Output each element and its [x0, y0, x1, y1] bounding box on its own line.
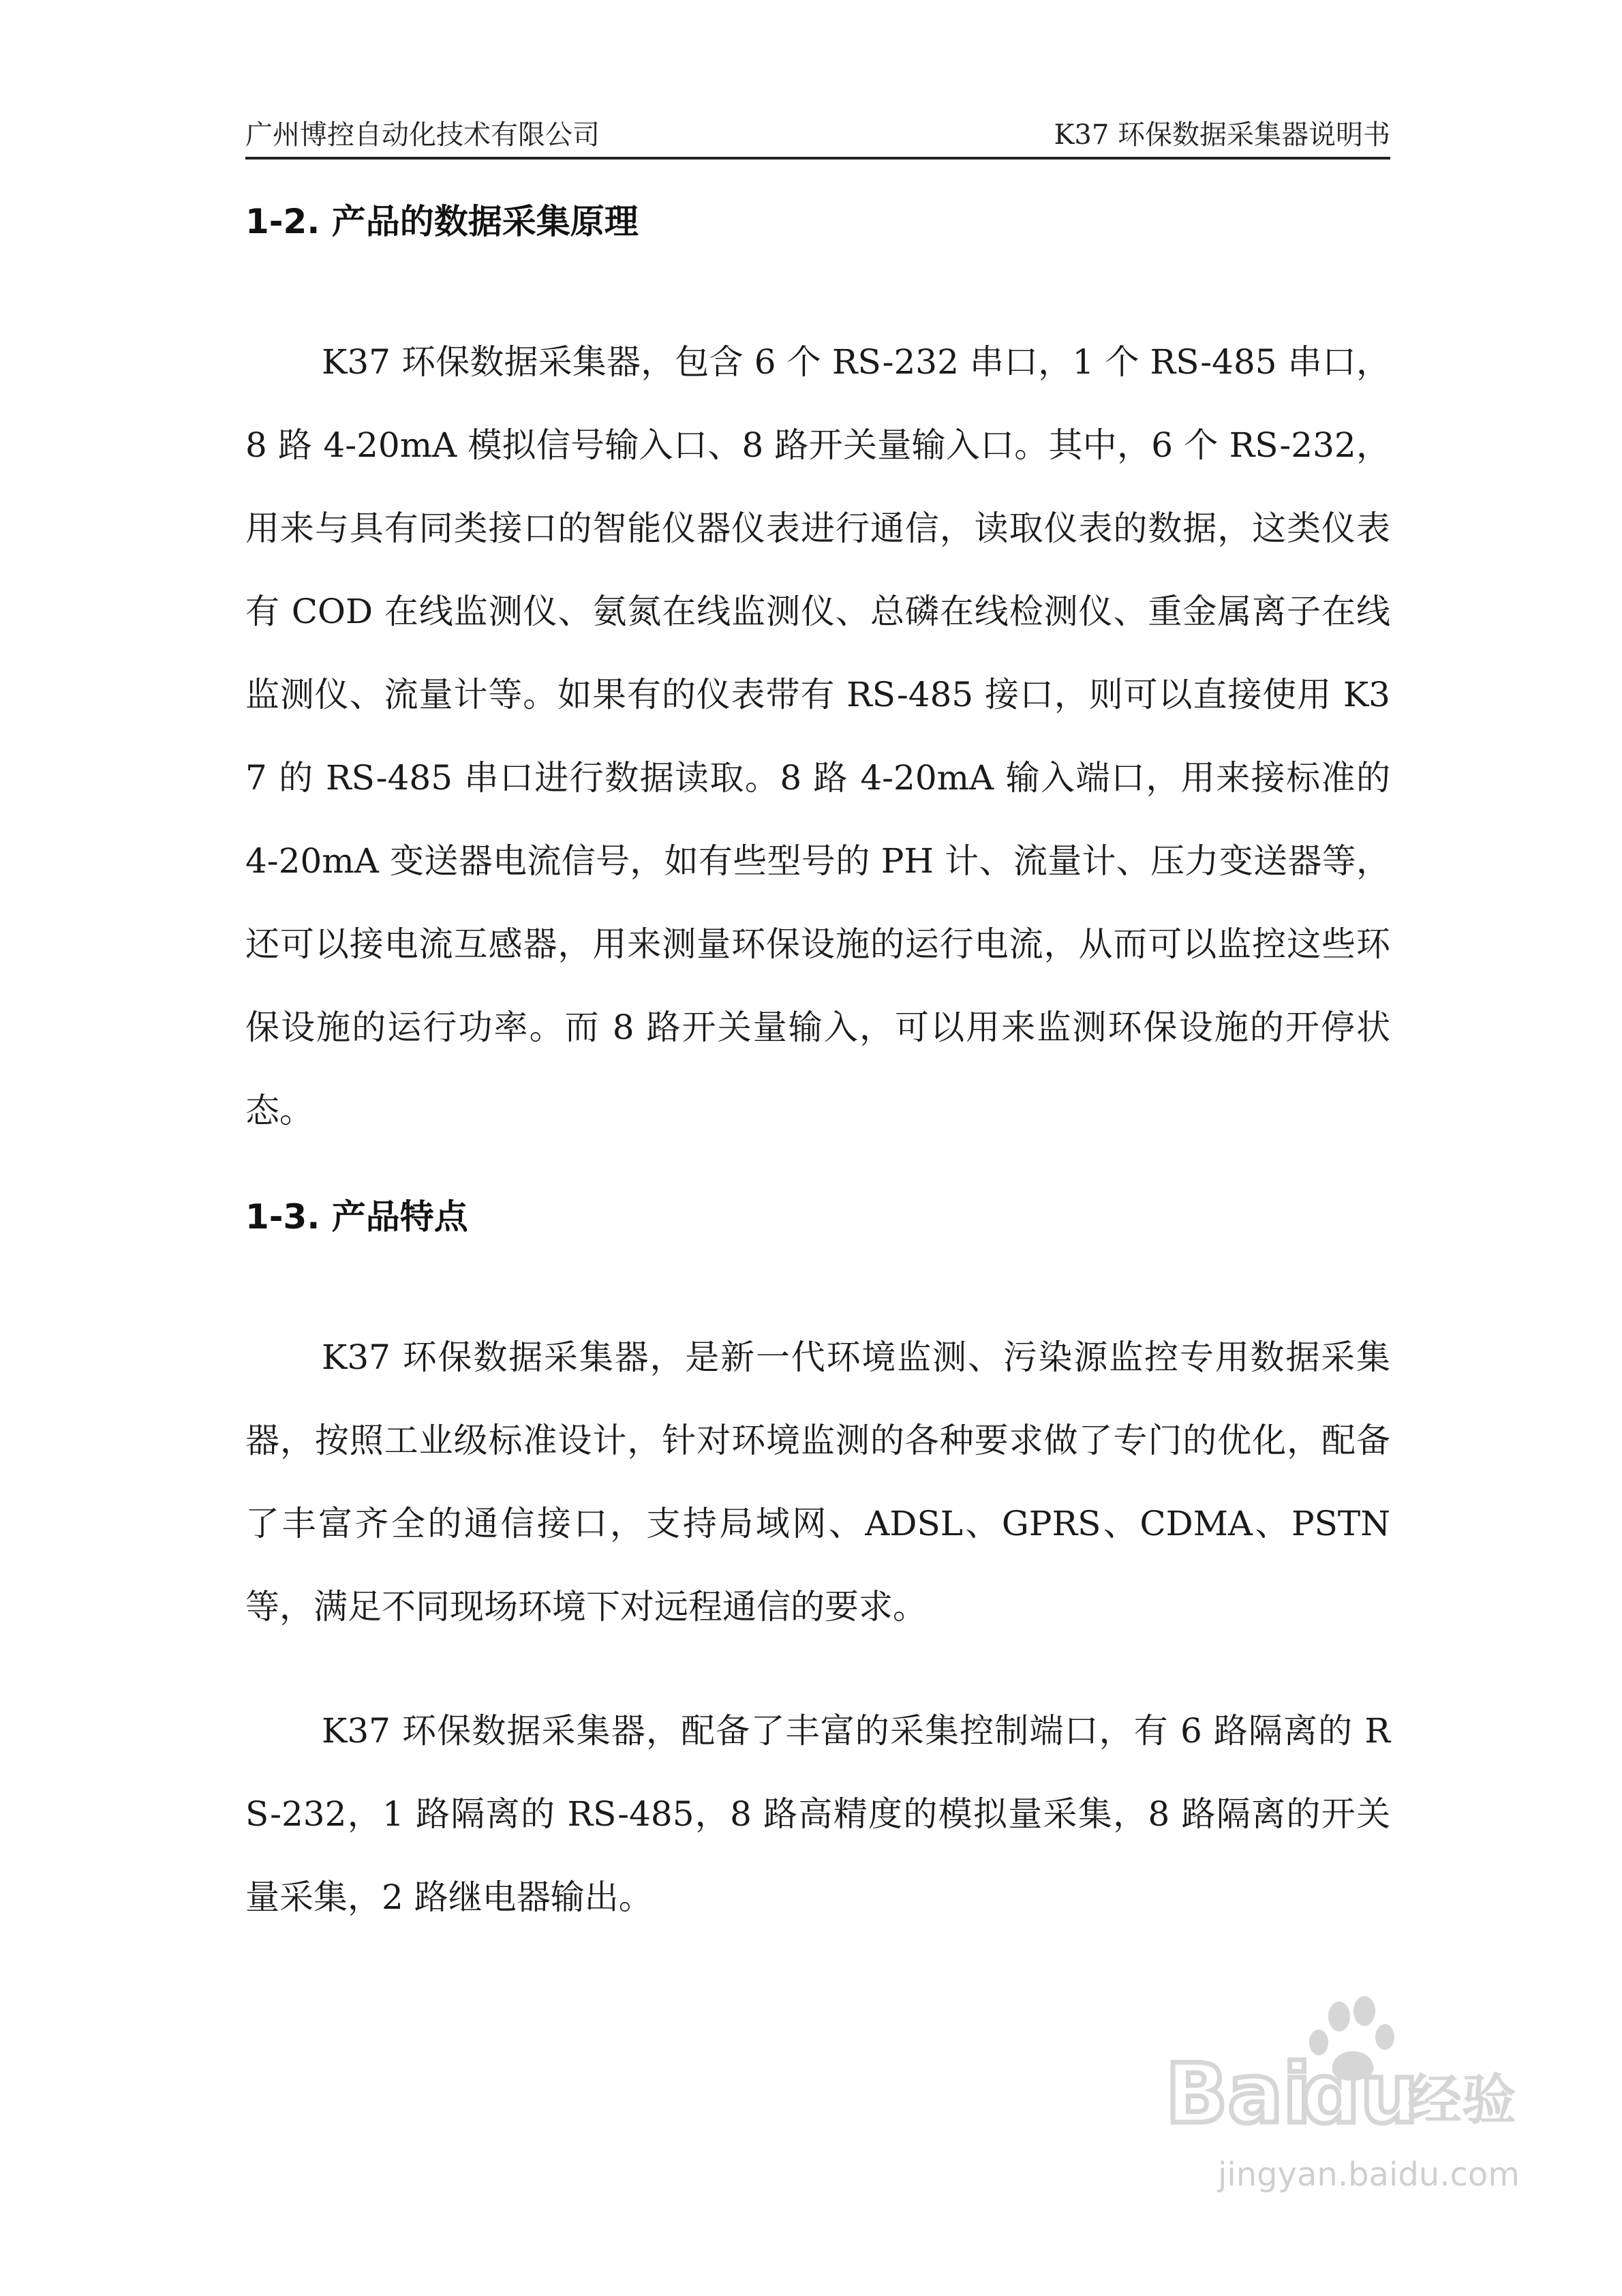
paragraph-features-1: K37 环保数据采集器，是新一代环境监测、污染源监控专用数据采集器，按照工业级标准设计，针对环境监测的各种要求做了专门的优化，配备了丰富齐全的通信接口，支持局域网、ADSL、GPRS、CDMA、PSTN 等，满足不同现场环境下对远程通信的要求。 [245, 1338, 1390, 1627]
baidu-jingyan-watermark [1165, 1989, 1520, 2194]
section-heading-features: 1-3. 产品特点 [245, 1197, 468, 1237]
baidu-jingyan-logo-icon [1165, 1989, 1520, 2139]
paragraph-features-2: K37 环保数据采集器，配备了丰富的采集控制端口，有 6 路隔离的 RS-232，1 路隔离的 RS-485，8 路高精度的模拟量采集，8 路隔离的开关量采集，2 路继电器输出。 [245, 1711, 1390, 1917]
svg-text:经验: 经验 [1407, 2068, 1516, 2132]
paragraph-data-principle: K37 环保数据采集器，包含 6 个 RS-232 串口，1 个 RS-485 串口，8 路 4-20mA 模拟信号输入口、8 路开关量输入口。其中，6 个 RS-232，用来与具有同类接口的智能仪器仪表进行通信，读取仪表的数据，这类仪表有 COD 在线监测仪、氨氮在线监测仪、总磷在线检测仪、重金属离子在线监测仪、流量计等。如果有的仪表带有 RS-485 接口，则可以直接使用 K37 的 RS-485 串口进行数据读取。8 路 4-20mA 输入端口，用来接标准的 4-20mA 变送器电流信号，如有些型号的 PH 计、流量计、压力变送器等，还可以接电流互感器，用来测量环保设施的运行电流，从而可以监控这些环保设施的运行功率。而 8 路开关量输入，可以用来监测环保设施的开停状态。 [245, 342, 1390, 1130]
svg-text:Bai: Bai [1165, 2047, 1311, 2139]
svg-text:du: du [1302, 2047, 1419, 2139]
watermark-url: jingyan.baidu.com [1218, 2156, 1520, 2194]
section-heading-data-principle: 1-2. 产品的数据采集原理 [245, 202, 639, 241]
header-manual-title: K37 环保数据采集器说明书 [1054, 119, 1390, 151]
document-body [245, 198, 1390, 1939]
page-header [245, 115, 1390, 160]
header-company-name: 广州博控自动化技术有限公司 [245, 119, 600, 151]
